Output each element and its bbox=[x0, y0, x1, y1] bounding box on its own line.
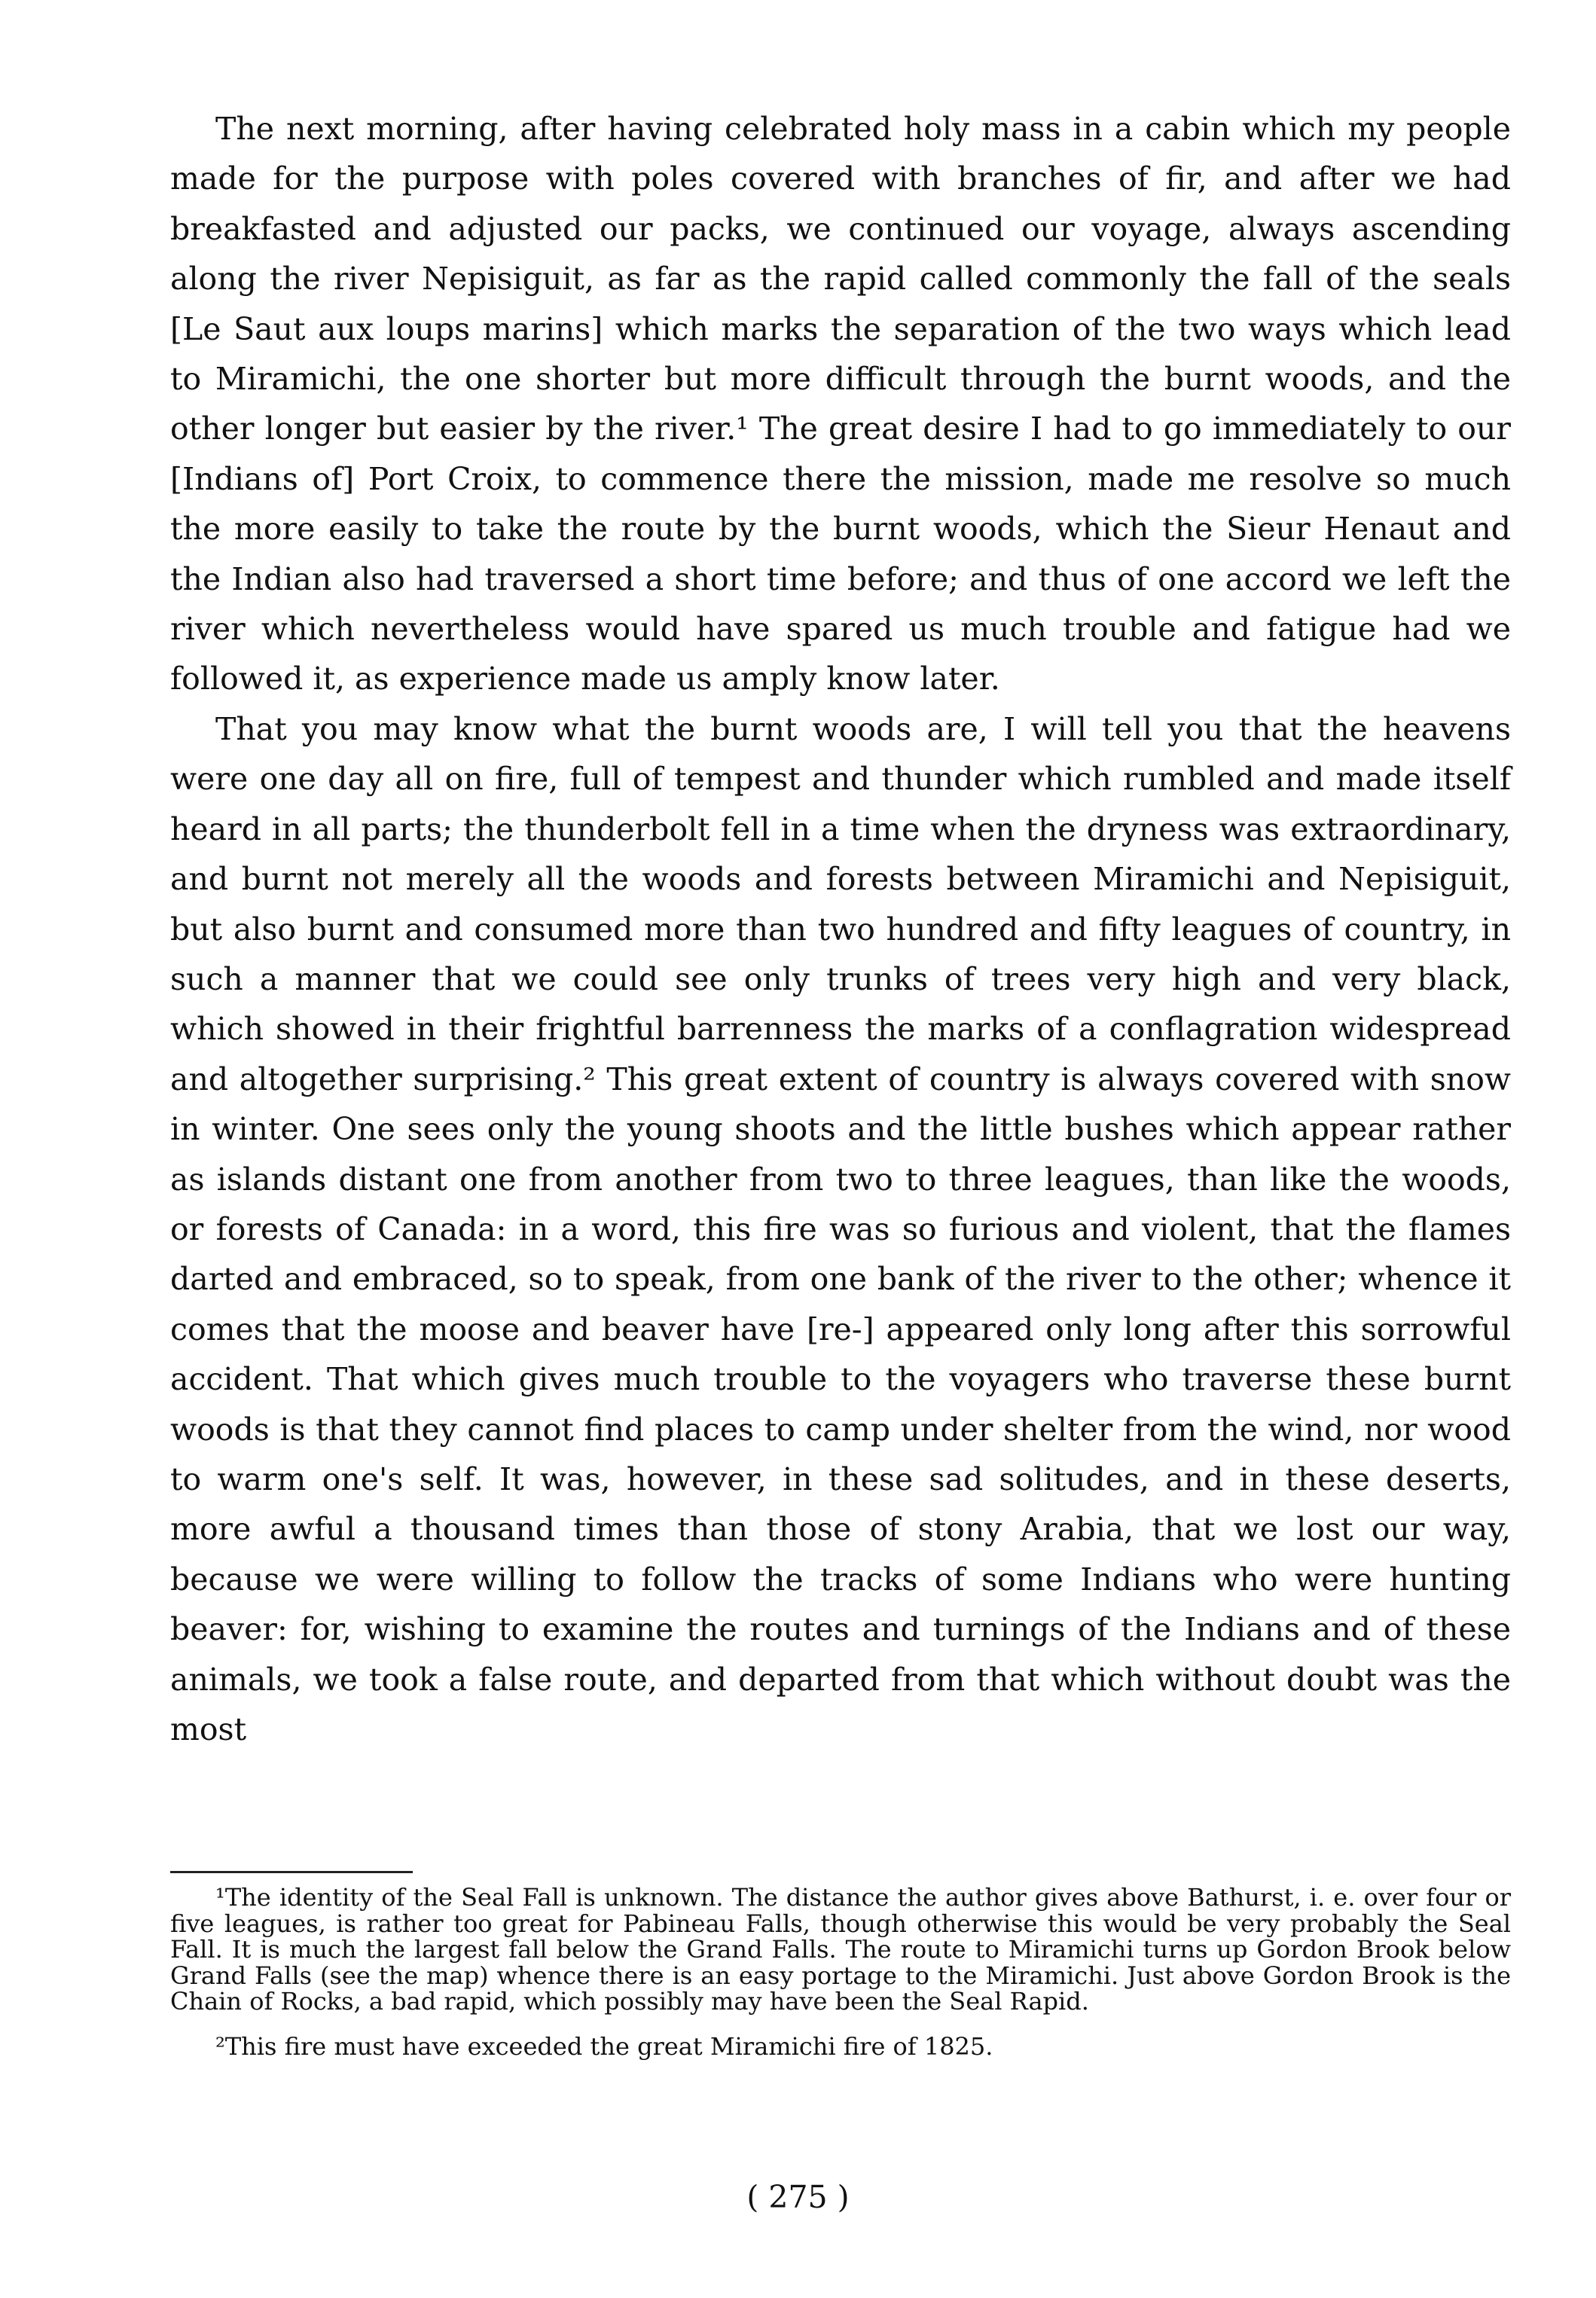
paragraph-2: That you may know what the burnt woods are, I will tell you that the heavens were one day all on fire, full of tempest and thunder which rumbled and made itself heard in all parts; the thunderbolt fell in a time when the dryness was extraordinary, and burnt not merely all the woods and forests between Miramichi and Nepisiguit, but also burnt and consumed more than two hundred and fifty leagues of country, in such a manner that we could see only trunks of trees very high and very black, which showed in their frightful barrenness the marks of a conflagration widespread and altogether surprising.² This great extent of country is always covered with snow in winter. One sees only the young shoots and the little bushes which appear rather as islands distant one from another from two to three leagues, than like the woods, or forests of Canada: in a word, this fire was so furious and violent, that the flames darted and embraced, so to speak, from one bank of the river to the other; whence it comes that the moose and beaver have [re-] appeared only long after this sorrowful accident. That which gives much trouble to the voyagers who traverse these burnt woods is that they cannot find places to camp under shelter from the wind, nor wood to warm one's self. It was, however, in these sad solitudes, and in these deserts, more awful a thousand times than those of stony Arabia, that we lost our way, because we were willing to follow the tracks of some Indians who were hunting beaver: for, wishing to examine the routes and turnings of the Indians and of these animals, we took a false route, and departed from that which without doubt was the most bbox=[170, 710, 1511, 1747]
paragraph-1: The next morning, after having celebrated holy mass in a cabin which my people made for the purpose with poles covered with branches of fir, and after we had breakfasted and adjusted our packs, we continued our voyage, always ascending along the river Nepisiguit, as far as the rapid called commonly the fall of the seals [Le Saut aux loups marins] which marks the separation of the two ways which lead to Miramichi, the one shorter but more difficult through the burnt woods, and the other longer but easier by the river.¹ The great desire I had to go immediately to our [Indians of] Port Croix, to commence there the mission, made me resolve so much the more easily to take the route by the burnt woods, which the Sieur Henaut and the Indian also had traversed a short time before; and thus of one accord we left the river which nevertheless would have spared us much trouble and fatigue had we followed it, as experience made us amply know later. bbox=[170, 111, 1511, 697]
main-text bbox=[170, 104, 1511, 1754]
footnote-divider bbox=[170, 1871, 413, 1873]
page-number: ( 275 ) bbox=[746, 2179, 850, 2215]
footnote-2: ²This fire must have exceeded the great Miramichi fire of 1825. bbox=[215, 2031, 993, 2061]
footnotes bbox=[170, 1884, 1511, 2078]
footnote-1: ¹The identity of the Seal Fall is unknown. The distance the author gives above Bathurst, i. e. over four or five leagues, is rather too great for Pabineau Falls, though otherwise this would be very probably the Seal Fall. It is much the largest fall below the Grand Falls. The route to Miramichi turns up Gordon Brook below Grand Falls (see the map) whence there is an easy portage to the Miramichi. Just above Gordon Brook is the Chain of Rocks, a bad rapid, which possibly may have been the Seal Rapid. bbox=[170, 1883, 1511, 2016]
